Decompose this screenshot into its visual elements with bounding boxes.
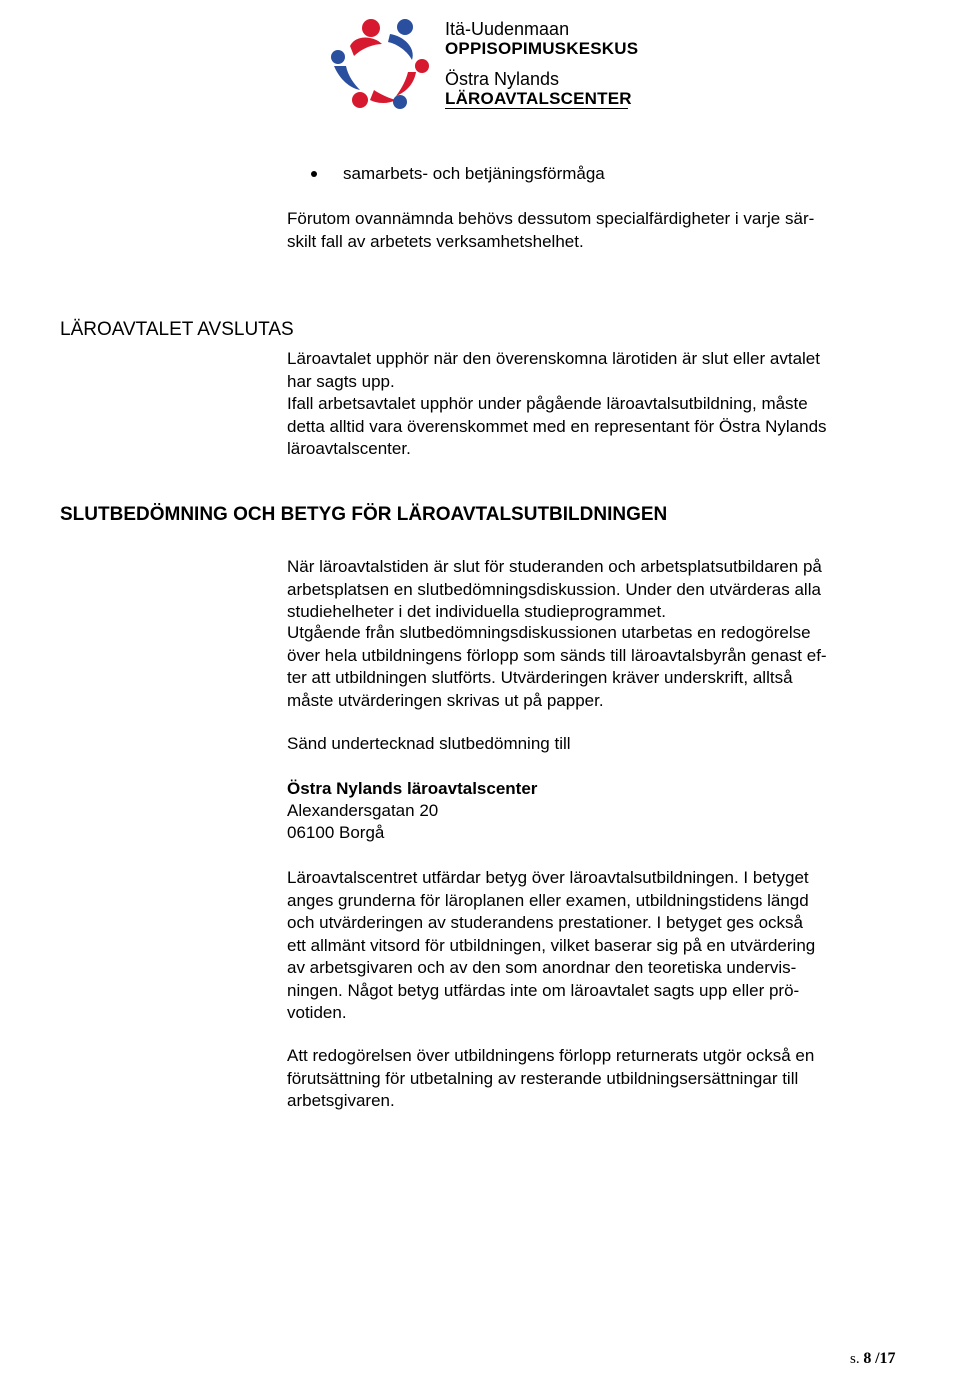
address-street: Alexandersgatan 20 <box>287 801 439 820</box>
logo-line-finnish-center: OPPISOPIMUSKESKUS <box>445 39 639 58</box>
organization-logo-icon <box>330 14 440 110</box>
paragraph-report-return: Att redogörelsen över utbildningens förlopp returnerats utgör också en förutsättning för utbetalning av resterande utbildningsersättningar till arbetsgivaren. <box>287 1046 815 1110</box>
bullet-icon <box>311 171 317 177</box>
logo-divider <box>445 108 628 109</box>
page-number <box>850 1350 896 1368</box>
section-heading-contract-ends: LÄROAVTALET AVSLUTAS <box>60 319 294 340</box>
logo-line-swedish-center: LÄROAVTALSCENTER <box>445 89 632 108</box>
address-name: Östra Nylands läroavtalscenter <box>287 779 538 798</box>
paragraph-evaluation-report: Utgående från slutbedömningsdiskussionen utarbetas en redogörelse över hela utbildningens förlopp som sänds till läroavtalsbyrån genast ef- ter att utbildningen slutförts. Utvärderingen kräver underskrift, alltså måste utvärderingen skrivas ut på papper. <box>287 623 827 710</box>
paragraph-certificate: Läroavtalscentret utfärdar betyg över läroavtalsutbildningen. I betyget anges grunderna för läroplanen eller examen, utbildningstidens längd och utvärderingen av studerandens prestationer. I betyget ges också ett allmänt vitsord för utbildningen, vilket baserar sig på en utvärdering av arbetsgivaren och av den som anordnar den teoretiska undervis- ningen. Något betyg utfärdas inte om läroavtalet sagts upp eller prö- votiden. <box>287 868 816 1022</box>
paragraph-contract-ends: Läroavtalet upphör när den överenskomna lärotiden är slut eller avtalet har sagts upp. <box>287 349 820 391</box>
page-total: /17 <box>875 1350 896 1367</box>
page-prefix: s. <box>850 1351 860 1367</box>
page-current: 8 <box>863 1350 872 1367</box>
paragraph-intro: Förutom ovannämnda behövs dessutom specialfärdigheter i varje sär- skilt fall av arbetets verksamhetshelhet. <box>287 209 815 251</box>
logo-line-finnish-region: Itä-Uudenmaan <box>445 19 570 39</box>
logo-line-swedish-region: Östra Nylands <box>445 69 560 89</box>
logo-ring <box>331 19 429 109</box>
bullet-item: samarbets- och betjäningsförmåga <box>343 164 605 183</box>
section-heading-final-evaluation: SLUTBEDÖMNING OCH BETYG FÖR LÄROAVTALSUTBILDNINGEN <box>60 504 668 525</box>
paragraph-send-instruction: Sänd undertecknad slutbedömning till <box>287 734 571 753</box>
paragraph-evaluation-discussion: När läroavtalstiden är slut för studeranden och arbetsplatsutbildaren på arbetsplatsen en slutbedömningsdiskussion. Under den utvärderas alla studiehelheter i det individuella studieprogrammet. <box>287 557 822 621</box>
paragraph-termination: Ifall arbetsavtalet upphör under pågående läroavtalsutbildning, måste detta alltid vara överenskommet med en representant för Östra Nylands läroavtalscenter. <box>287 394 827 458</box>
address-postal-city: 06100 Borgå <box>287 823 385 842</box>
